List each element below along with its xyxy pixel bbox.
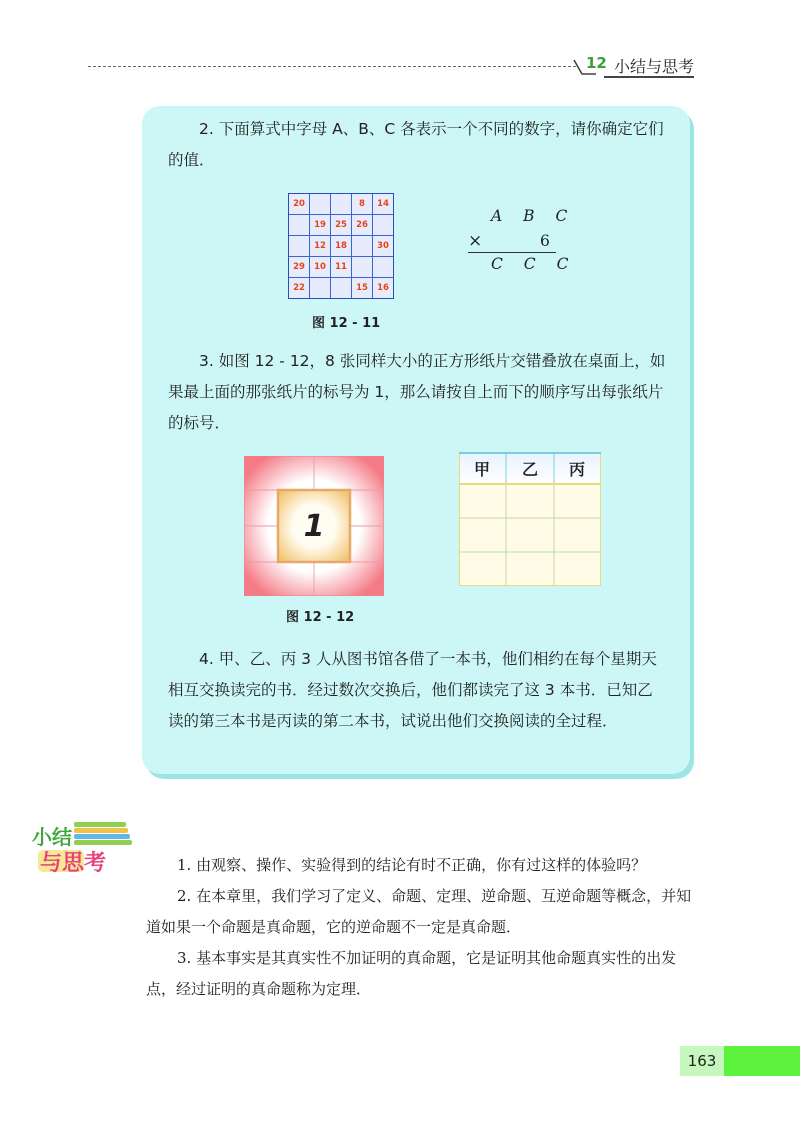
chapter-title: 小结与思考 (614, 57, 695, 76)
grid-cell: 25 (331, 215, 351, 235)
summary-item-1: 1. 由观察、操作、实验得到的结论有时不正确，你有过这样的体验吗？ (177, 856, 647, 874)
grid-cell (331, 278, 351, 298)
grid-cell: 30 (373, 236, 393, 256)
multiplication-row-1: A B C (491, 207, 576, 225)
grid-cell (289, 236, 309, 256)
multiplication-operator: × (468, 231, 483, 251)
grid-cell (352, 257, 372, 277)
table-header-yi: 乙 (521, 460, 539, 479)
grid-cell: 14 (373, 194, 393, 214)
grid-cell: 19 (310, 215, 330, 235)
summary-item-2: 2. 在本章里，我们学习了定义、命题、定理、逆命题、互逆命题等概念，并知道如果一个命题是真命题，它的逆命题不一定是真命题． (146, 887, 692, 936)
table-header-bing: 丙 (568, 460, 586, 479)
grid-cell (373, 257, 393, 277)
figure-caption-12-12: 图 12 - 12 (286, 610, 355, 625)
grid-cell (352, 236, 372, 256)
grid-cell: 20 (289, 194, 309, 214)
header-dashed-rule (88, 66, 576, 67)
grid-cell: 15 (352, 278, 372, 298)
question-4-text: 4. 甲、乙、丙 3 人从图书馆各借了一本书，他们相约在每个星期天相互交换读完的书．经过数次交换后，他们都读完了这 3 本书．已知乙读的第三本书是丙读的第二本书，试说出他们交换阅读的全过程． (168, 650, 657, 730)
grid-cell: 18 (331, 236, 351, 256)
chapter-number: 12 (586, 54, 607, 72)
multiplication-result: C C C (491, 255, 577, 273)
grid-cell (289, 215, 309, 235)
page-number: 163 (687, 1052, 717, 1070)
grid-cell (310, 278, 330, 298)
multiplication-line (468, 252, 556, 253)
grid-cell: 22 (289, 278, 309, 298)
question-3 (168, 346, 668, 439)
grid-cell: 16 (373, 278, 393, 298)
header-rule (604, 76, 694, 78)
grid-cell (331, 194, 351, 214)
logo-text-bottom: 与思考 (40, 851, 107, 876)
reading-order-table (459, 452, 601, 586)
grid-cell: 11 (331, 257, 351, 277)
grid-cell: 12 (310, 236, 330, 256)
multiplication-multiplier: 6 (540, 232, 550, 250)
question-2 (168, 114, 668, 176)
question-4 (168, 644, 668, 737)
figure-caption-12-11: 图 12 - 11 (312, 316, 381, 331)
number-grid-figure (288, 193, 394, 299)
logo-text-top: 小结 (32, 825, 72, 849)
grid-cell: 8 (352, 194, 372, 214)
grid-cell (310, 194, 330, 214)
summary-logo-icon (30, 820, 140, 878)
question-3-text: 3. 如图 12 - 12，8 张同样大小的正方形纸片交错叠放在桌面上，如果最上面的那张纸片的标号为 1，那么请按自上而下的顺序写出每张纸片的标号． (168, 352, 666, 432)
table-header-jia: 甲 (473, 460, 491, 479)
question-2-text: 2. 下面算式中字母 A、B、C 各表示一个不同的数字，请你确定它们的值． (168, 120, 664, 169)
summary-text (146, 850, 696, 1005)
grid-cell: 26 (352, 215, 372, 235)
summary-item-3: 3. 基本事实是其真实性不加证明的真命题，它是证明其他命题真实性的出发点，经过证明的真命题称为定理． (146, 949, 677, 998)
grid-cell: 10 (310, 257, 330, 277)
top-square-label: 1 (303, 509, 325, 544)
grid-cell: 29 (289, 257, 309, 277)
overlapping-squares-figure (244, 456, 384, 596)
grid-cell (373, 215, 393, 235)
